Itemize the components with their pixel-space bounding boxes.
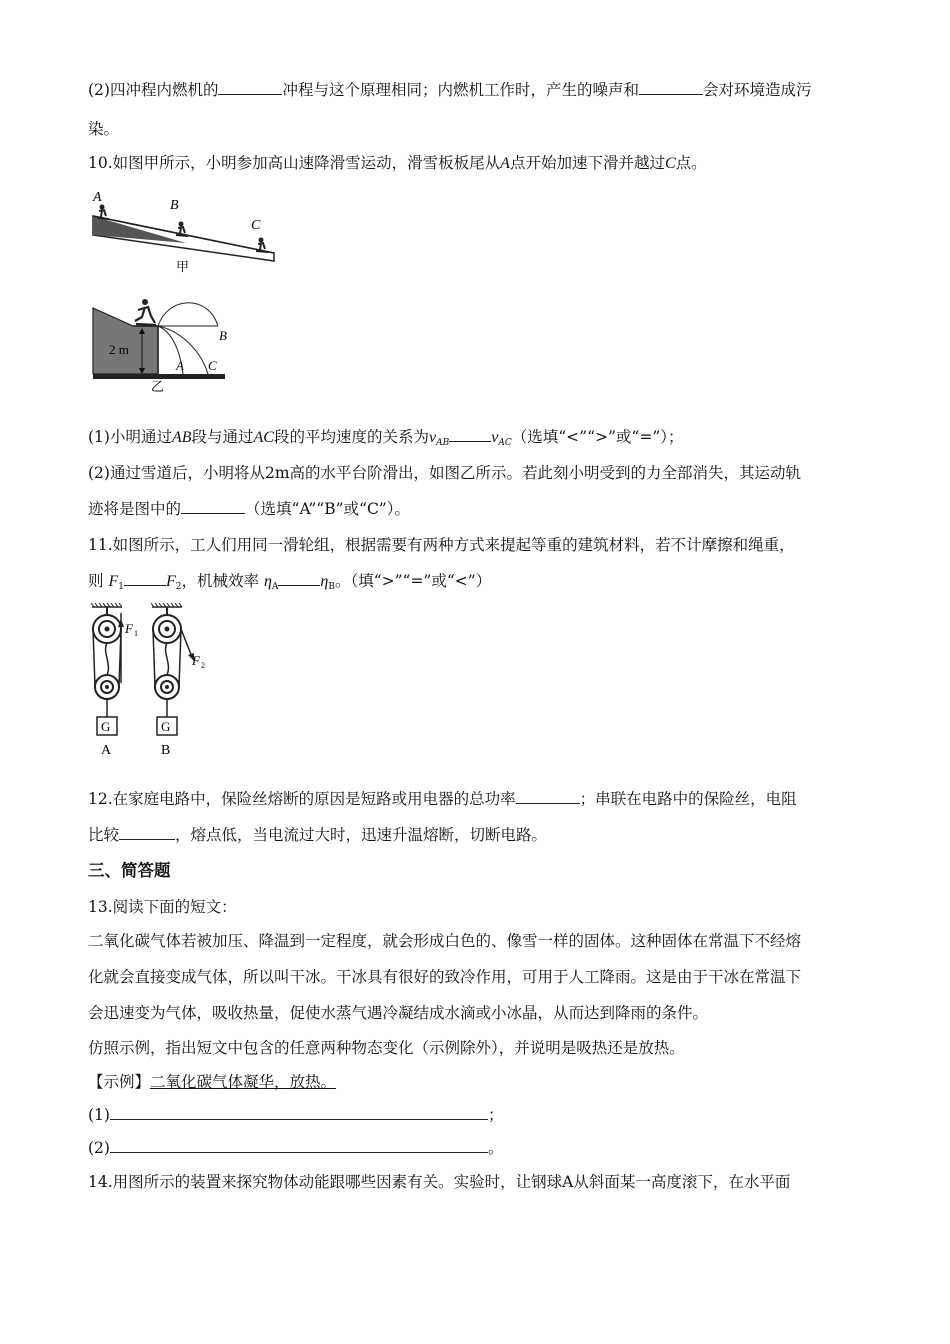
ski-slope-figure-jia: [88, 183, 280, 273]
figure-caption-b: B: [161, 743, 171, 758]
weight-label: G: [161, 719, 171, 734]
trajectory-label-b: B: [219, 328, 227, 343]
q13-instruction: 仿照示例，指出短文中包含的任意两种物态变化（示例除外），并说明是吸热还是放热。: [88, 1039, 685, 1057]
q11-line2: 则 $F_1$ $F_2$，机械效率 $\eta_A$ $\eta_B$。（填“>”“=”或“<”）: [88, 572, 492, 592]
answer-blank[interactable]: [516, 789, 580, 804]
force-label-f2-sub: 2: [201, 661, 205, 670]
trajectory-label-c: C: [208, 358, 217, 373]
pulley-system-figure: [88, 603, 218, 761]
q13-example: 【示例】二氧化碳气体凝华，放热。: [88, 1073, 337, 1091]
q13-answer-2: (2) 。: [88, 1139, 504, 1157]
q11-stem: 11.如图所示，工人们用同一滑轮组，根据需要有两种方式来提起等重的建筑材料，若不计摩擦和绳重，: [88, 536, 795, 554]
q10-part2-line1: (2)通过雪道后，小明将从2m高的水平台阶滑出，如图乙所示。若此刻小明受到的力全部消失，其运动轨: [88, 464, 802, 482]
trajectory-b: [158, 303, 218, 326]
answer-blank[interactable]: [639, 80, 703, 95]
point-label-c: C: [251, 218, 261, 233]
skier-icon: [135, 299, 156, 325]
q13-passage-line3: 会迅速变为气体，吸收热量，促使水蒸气遇冷凝结成水滴或小冰晶，从而达到降雨的条件。: [88, 1004, 709, 1022]
force-label-f1-sub: 1: [134, 629, 138, 638]
q10-part1: (1)小明通过AB段与通过AC段的平均速度的关系为$v_{AB}$ $v_{AC}$（选填“<”“>”或“=”）；: [88, 428, 684, 448]
q13-passage-line2: 化就会直接变成气体，所以叫干冰。干冰具有很好的致冷作用，可用于人工降雨。这是由于干冰在常温下: [88, 968, 802, 986]
answer-blank[interactable]: [124, 571, 166, 586]
q13-answer-1: (1) ；: [88, 1106, 504, 1124]
figure-caption-a: A: [101, 743, 112, 758]
q9-part2-line1: (2)四冲程内燃机的 冲程与这个原理相同；内燃机工作时，产生的噪声和 会对环境造成污: [88, 81, 812, 99]
q12-line2: 比较 ，熔点低，当电流过大时，迅速升温熔断，切断电路。: [88, 826, 548, 844]
q10-part2-line2: 迹将是图中的 （选填“A”“B”或“C”）。: [88, 500, 410, 518]
q10-stem: 10.如图甲所示，小明参加高山速降滑雪运动，滑雪板板尾从A点开始加速下滑并越过C点。: [88, 154, 707, 172]
answer-blank[interactable]: [449, 427, 491, 442]
point-label-b: B: [170, 198, 179, 213]
point-label-a: A: [93, 190, 102, 205]
answer-blank[interactable]: [218, 80, 282, 95]
figure-caption: 乙: [151, 379, 165, 394]
platform-trajectory-figure-yi: [88, 290, 238, 395]
weight-label: G: [101, 719, 111, 734]
height-label: 2 m: [109, 342, 129, 357]
answer-line[interactable]: [110, 1138, 488, 1153]
q14-stem: 14.用图所示的装置来探究物体动能跟哪些因素有关。实验时，让钢球A从斜面某一高度滚下，在水平面: [88, 1173, 791, 1191]
answer-blank[interactable]: [119, 825, 175, 840]
force-label-f1: F: [125, 621, 133, 636]
answer-line[interactable]: [110, 1105, 488, 1120]
q13-passage-line1: 二氧化碳气体若被加压、降温到一定程度，就会形成白色的、像雪一样的固体。这种固体在常温下不经熔: [88, 932, 802, 950]
q13-stem: 13.阅读下面的短文：: [88, 898, 237, 916]
q12-line1: 12.在家庭电路中，保险丝熔断的原因是短路或用电器的总功率 ；串联在电路中的保险丝，电阻: [88, 790, 797, 808]
figure-caption: 甲: [176, 259, 190, 273]
force-label-f2: F: [192, 653, 200, 668]
q9-part2-line2: 染。: [88, 120, 120, 138]
section-heading: 三、简答题: [88, 861, 171, 880]
trajectory-label-a: A: [176, 358, 184, 373]
answer-blank[interactable]: [278, 571, 320, 586]
answer-blank[interactable]: [181, 499, 245, 514]
